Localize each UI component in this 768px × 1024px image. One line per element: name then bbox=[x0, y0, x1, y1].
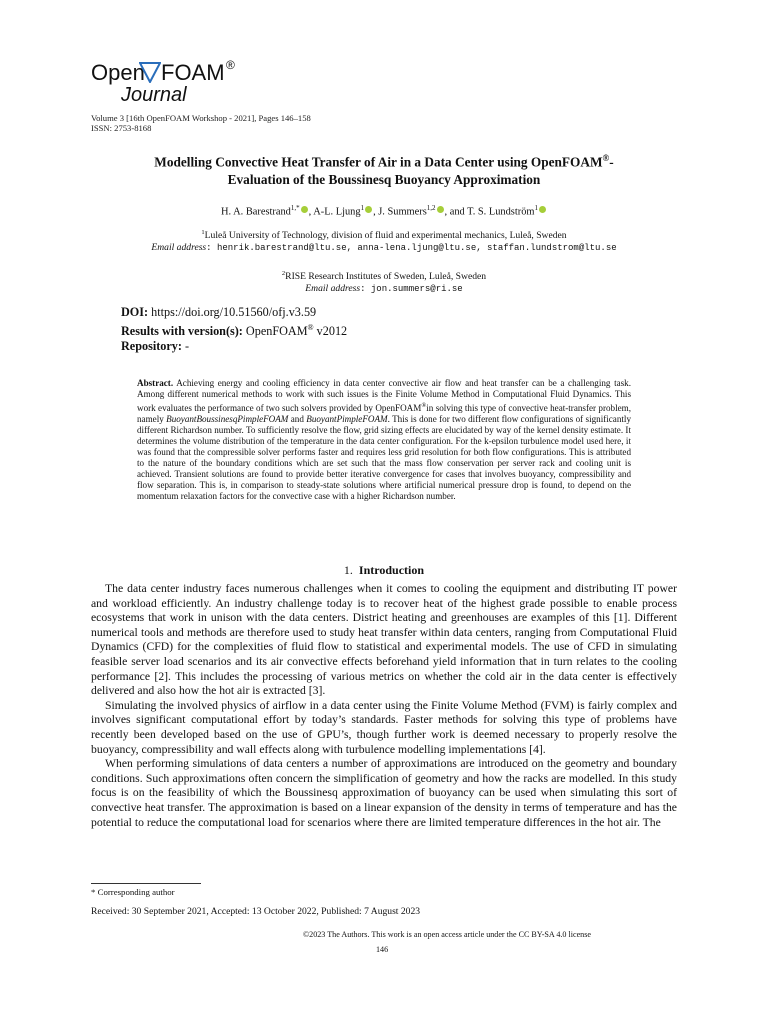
abstract-solver-1: BuoyantBoussinesqPimpleFOAM bbox=[166, 414, 289, 425]
affiliation-2-text: RISE Research Institutes of Sweden, Luleå, Sweden bbox=[285, 271, 487, 283]
abstract-registered-mark: ® bbox=[421, 402, 427, 409]
section-number: 1. bbox=[343, 563, 353, 577]
abstract-text-3: . This is done for two different flow configurations of significantly different Richardson number. To sufficiently resolve the flow, grid sizing effects are elucidated by way of the kernel density estimate. It determines the volume distribution of the temperature in the data center configuration. For the k-epsilon turbulence model used here, it was found that the compressible solver performs faster and requires less grid resolution for both flow configurations. This is attributed to the nature of the boundary conditions which are set such that the mass flow conservation per server rack and cooling unit is achieved. Transient solutions are found to provide better iterative convergence for cases that involves buoyancy, compressibility and flow separation. This is, in comparison to steady-state solutions where artificial numerical pressure drop is found, to depend on the momentum relaxation factors for the convective case with a higher Richardson number. bbox=[137, 414, 631, 502]
affiliation-2-emails[interactable]: : jon.summers@ri.se bbox=[360, 284, 463, 295]
issue-meta bbox=[91, 113, 311, 133]
journal-logo bbox=[91, 58, 261, 108]
paper-title bbox=[91, 149, 677, 189]
abstract-text-2: in solving this type of convective heat-transfer problem, namely bbox=[137, 403, 632, 425]
abstract-and: and bbox=[288, 414, 307, 425]
abstract-label: Abstract. bbox=[137, 378, 174, 388]
author-affiliation-sup: 1,* bbox=[290, 204, 300, 212]
affiliation-1-text: Luleå University of Technology, division of fluid and experimental mechanics, Luleå, Sweden bbox=[204, 230, 567, 242]
title-line-1 bbox=[91, 149, 677, 171]
section-title: Introduction bbox=[358, 563, 425, 577]
logo-triangle-icon bbox=[139, 61, 161, 83]
received-dates: Received: 30 September 2021, Accepted: 13 October 2022, Published: 7 August 2023 bbox=[91, 906, 421, 917]
author-name: H. A. Barestrand bbox=[221, 206, 291, 218]
affiliation-1 bbox=[91, 227, 677, 254]
orcid-icon[interactable] bbox=[365, 206, 372, 213]
license-line: ©2023 The Authors. This work is an open access article under the CC BY-SA 4.0 license bbox=[303, 930, 591, 939]
footnote-divider bbox=[91, 883, 201, 884]
email-label: Email address bbox=[305, 283, 361, 295]
results-version-value: OpenFOAM bbox=[242, 324, 308, 339]
body-text bbox=[91, 582, 677, 830]
body-paragraph: The data center industry faces numerous challenges when it comes to cooling the equipment and distributing IT power and workload efficiently. An industry challenge today is to recover heat of the highest grade possible to enable process ecosystems that work in unison with the data centers. District heating and greenhouses are examples of this [1]. Different numerical tools and methods are therefore used to study heat transfer within data centers, ranging from Computational Fluid Dynamics (CFD) for the complexities of fluid flow to statistical and experimental models. The use of CFD in simulating feasible server load scenarios and its air convective effects beforehand yield information that in turn relates to the cooling performance [2]. This includes the processing of various metrics on whether the cold air in the data center is effectively delivered and also how the hot air is extracted [3]. bbox=[91, 582, 677, 698]
logo-journal-text: Journal bbox=[121, 84, 187, 106]
logo-registered-mark: ® bbox=[226, 58, 235, 72]
author-name: A-L. Ljung bbox=[313, 206, 361, 218]
results-version-number: v2012 bbox=[313, 324, 348, 339]
section-heading bbox=[91, 563, 677, 578]
affiliation-2-sup: 2 bbox=[281, 270, 286, 277]
author-separator: , and bbox=[444, 206, 468, 218]
author-name: T. S. Lundström bbox=[467, 206, 535, 218]
abstract bbox=[137, 378, 631, 502]
author-separator: , bbox=[308, 206, 314, 218]
orcid-icon[interactable] bbox=[539, 206, 546, 213]
body-paragraph: Simulating the involved physics of airflow in a data center using the Finite Volume Method (FVM) is fairly complex and involves significant computational effort by today’s standards. Faster methods for solving this type of problems have recently been developed based on the use of GPU’s, though further work is deemed necessary to properly resolve the buoyancy, compressibility and wall effects along with turbulence modelling implementations [4]. bbox=[91, 698, 677, 756]
author-affiliation-sup: 1,2 bbox=[426, 204, 436, 212]
title-line-2: Evaluation of the Boussinesq Buoyancy Approximation bbox=[227, 172, 541, 188]
author-affiliation-sup: 1 bbox=[360, 204, 365, 212]
results-registered-mark: ® bbox=[307, 323, 314, 332]
repository-line bbox=[121, 339, 347, 354]
affiliation-2-email-line bbox=[91, 283, 677, 295]
affiliation-1-sup: 1 bbox=[201, 229, 205, 236]
orcid-icon[interactable] bbox=[301, 206, 308, 213]
results-version-line bbox=[121, 320, 347, 339]
body-paragraph: When performing simulations of data centers a number of approximations are introduced on the geometry and boundary conditions. Such approximations often concern the simplification of geometry and how the racks are modelled. In this study focus is on the feasibility of which the Boussinesq approximation of buoyancy can be used when simulating this sort of convective heat transfer. The approximation is based on a linear expansion of the density in terms of temperature and has the potential to reduce the computational load for scenarios where there are limited temperature differences in the hot air. The bbox=[91, 757, 677, 829]
affiliation-2-institution bbox=[91, 268, 677, 283]
orcid-icon[interactable] bbox=[437, 206, 444, 213]
issn-line: ISSN: 2753-8168 bbox=[91, 123, 152, 133]
doi-block bbox=[121, 305, 347, 354]
affiliation-1-institution bbox=[91, 227, 677, 242]
volume-line: Volume 3 [16th OpenFOAM Workshop - 2021], Pages 146–158 bbox=[91, 113, 311, 123]
repository-value: - bbox=[181, 339, 190, 354]
affiliation-1-emails[interactable]: : henrik.barestrand@ltu.se, anna-lena.ljung@ltu.se, staffan.lundstrom@ltu.se bbox=[206, 243, 617, 254]
author-separator: , bbox=[373, 206, 379, 218]
logo-open-text: Open bbox=[91, 60, 145, 85]
footnote: * Corresponding author bbox=[91, 887, 175, 897]
affiliation-2 bbox=[91, 268, 677, 295]
email-label: Email address bbox=[151, 242, 207, 254]
title-registered-mark: ® bbox=[602, 153, 610, 163]
affiliation-1-email-line bbox=[91, 242, 677, 254]
doi-label: DOI: bbox=[121, 305, 149, 319]
abstract-solver-2: BuoyantPimpleFOAM bbox=[306, 414, 388, 425]
page-number: 146 bbox=[376, 945, 389, 954]
author-affiliation-sup: 1 bbox=[534, 204, 538, 212]
author-name: J. Summers bbox=[378, 206, 427, 218]
title-line-1-suffix: - bbox=[609, 154, 614, 170]
abstract-text-1: Achieving energy and cooling efficiency in data center convective air flow and heat transfer can be a challenging task. Among different numerical methods to work with such issues is the Finite Volume Method in Computational Fluid Dynamics. This work evaluates the performance of two such solvers provided by OpenFOAM bbox=[137, 378, 631, 414]
title-line-1-text: Modelling Convective Heat Transfer of Air in a Data Center using OpenFOAM bbox=[154, 154, 603, 170]
results-version-label: Results with version(s): bbox=[121, 324, 243, 339]
logo-foam-text: FOAM bbox=[161, 60, 225, 85]
repository-label: Repository: bbox=[121, 339, 182, 354]
doi-link[interactable]: https://doi.org/10.51560/ofj.v3.59 bbox=[148, 305, 317, 319]
doi-line bbox=[121, 305, 347, 320]
author-list bbox=[91, 204, 677, 217]
